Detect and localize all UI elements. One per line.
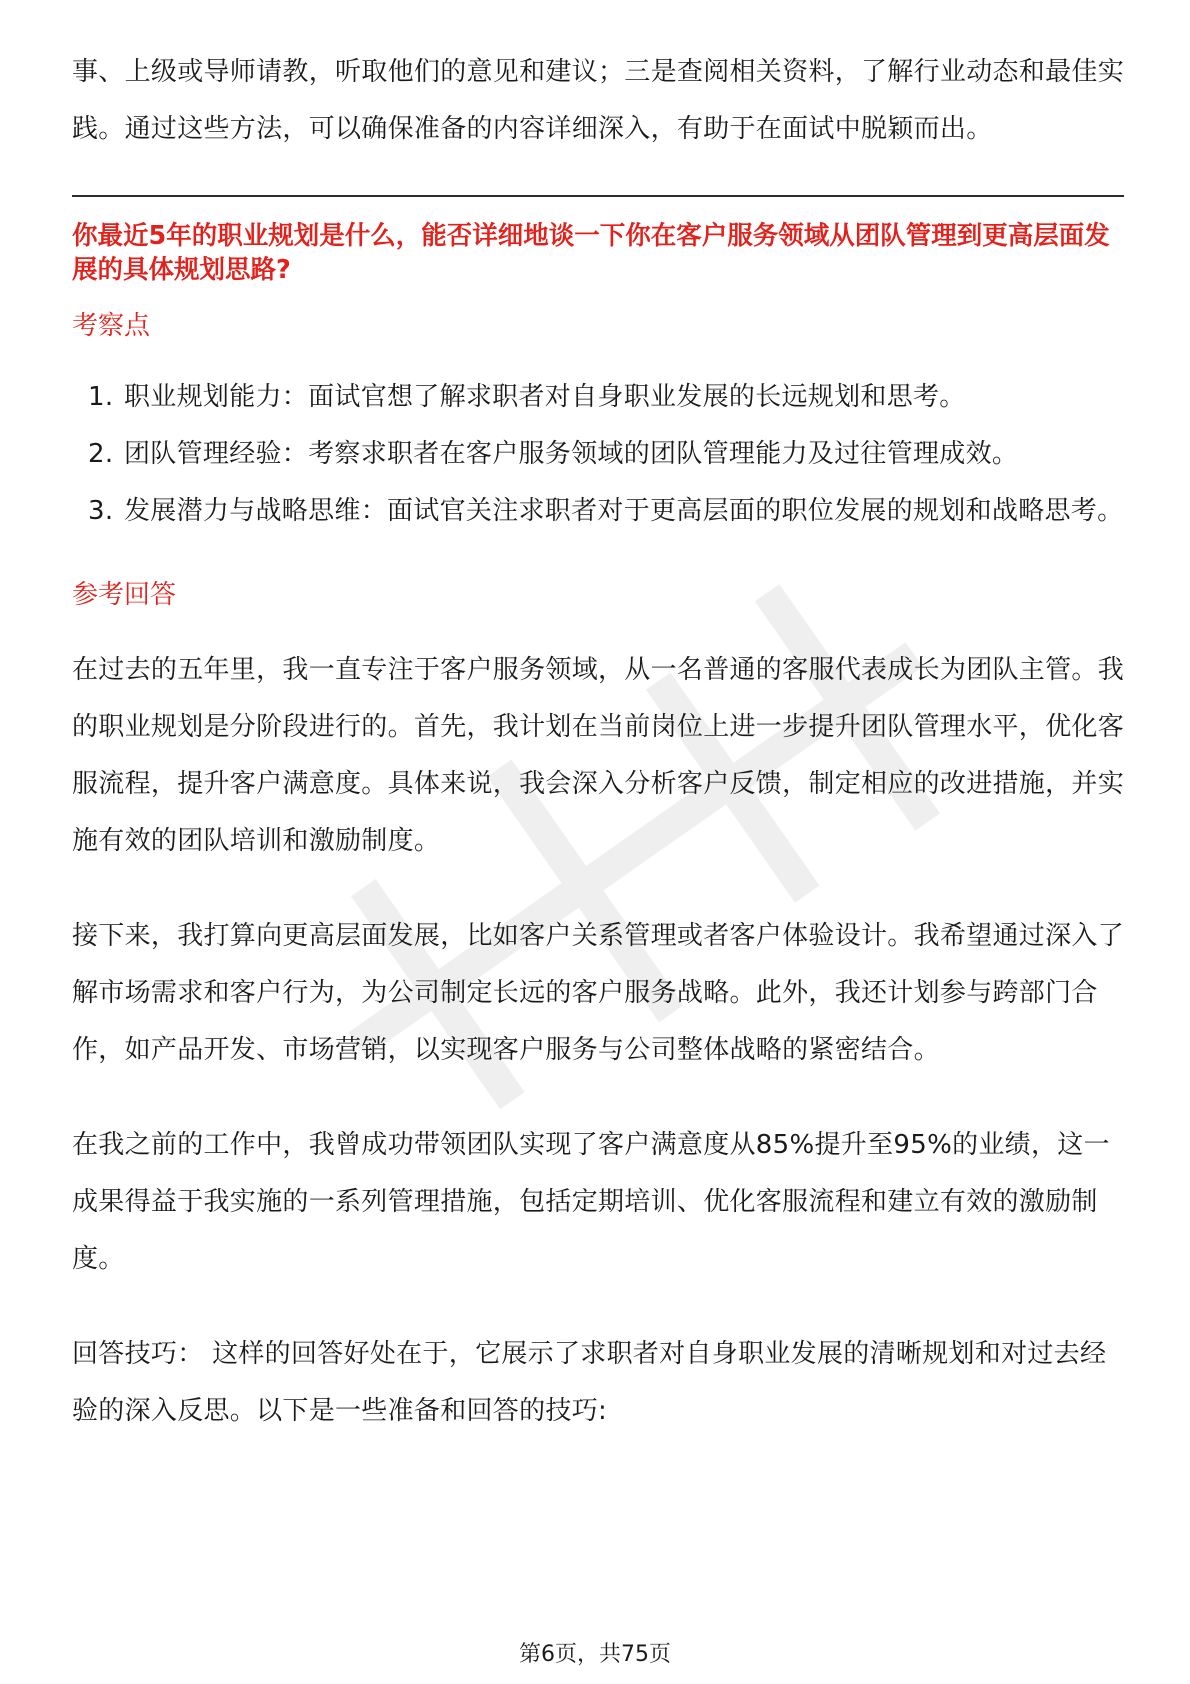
intro-paragraph: 事、上级或导师请教，听取他们的意见和建议；三是查阅相关资料，了解行业动态和最佳实践。通过这些方法，可以确保准备的内容详细深入，有助于在面试中脱颖而出。 — [72, 57, 1125, 144]
assessment-item-number: 2. — [88, 439, 114, 469]
answer-paragraph: 接下来，我打算向更高层面发展，比如客户关系管理或者客户体验设计。我希望通过深入了解市场需求和客户行为，为公司制定长远的客户服务战略。此外，我还计划参与跨部门合作，如产品开发、市场营销，以实现客户服务与公司整体战略的紧密结合。 — [72, 921, 1125, 1065]
assessment-item — [72, 369, 1124, 426]
answer-heading: 参考回答 — [72, 580, 177, 610]
section-divider — [72, 195, 1124, 197]
answer-paragraph: 在过去的五年里，我一直专注于客户服务领域，从一名普通的客服代表成长为团队主管。我的职业规划是分阶段进行的。首先，我计划在当前岗位上进一步提升团队管理水平，优化客服流程，提升客户满意度。具体来说，我会深入分析客户反馈，制定相应的改进措施，并实施有效的团队培训和激励制度。 — [72, 655, 1125, 856]
assessment-item-text: 职业规划能力：面试官想了解求职者对自身职业发展的长远规划和思考。 — [124, 382, 966, 412]
answer-paragraph: 在我之前的工作中，我曾成功带领团队实现了客户满意度从85%提升至95%的业绩，这一成果得益于我实施的一系列管理措施，包括定期培训、优化客服流程和建立有效的激励制度。 — [72, 1130, 1110, 1274]
interview-question: 你最近5年的职业规划是什么，能否详细地谈一下你在客户服务领域从团队管理到更高层面发展的具体规划思路? — [72, 221, 1110, 285]
assessment-item-text: 团队管理经验：考察求职者在客户服务领域的团队管理能力及过往管理成效。 — [124, 439, 1019, 469]
assessment-list — [72, 369, 1124, 540]
assessment-item-number: 3. — [88, 496, 114, 526]
assessment-item-number: 1. — [88, 382, 114, 412]
page-number: 第6页，共75页 — [519, 1642, 671, 1667]
assessment-item-text: 发展潜力与战略思维：面试官关注求职者对于更高层面的职位发展的规划和战略思考。 — [124, 496, 1124, 526]
assessment-item — [72, 483, 1124, 540]
answer-body — [72, 642, 1124, 1440]
document-content — [72, 44, 1124, 1440]
assessment-heading: 考察点 — [72, 311, 151, 341]
assessment-item — [72, 426, 1124, 483]
answer-tips-paragraph: 回答技巧： 这样的回答好处在于，它展示了求职者对自身职业发展的清晰规划和对过去经验的深入反思。以下是一些准备和回答的技巧: — [72, 1339, 1107, 1426]
